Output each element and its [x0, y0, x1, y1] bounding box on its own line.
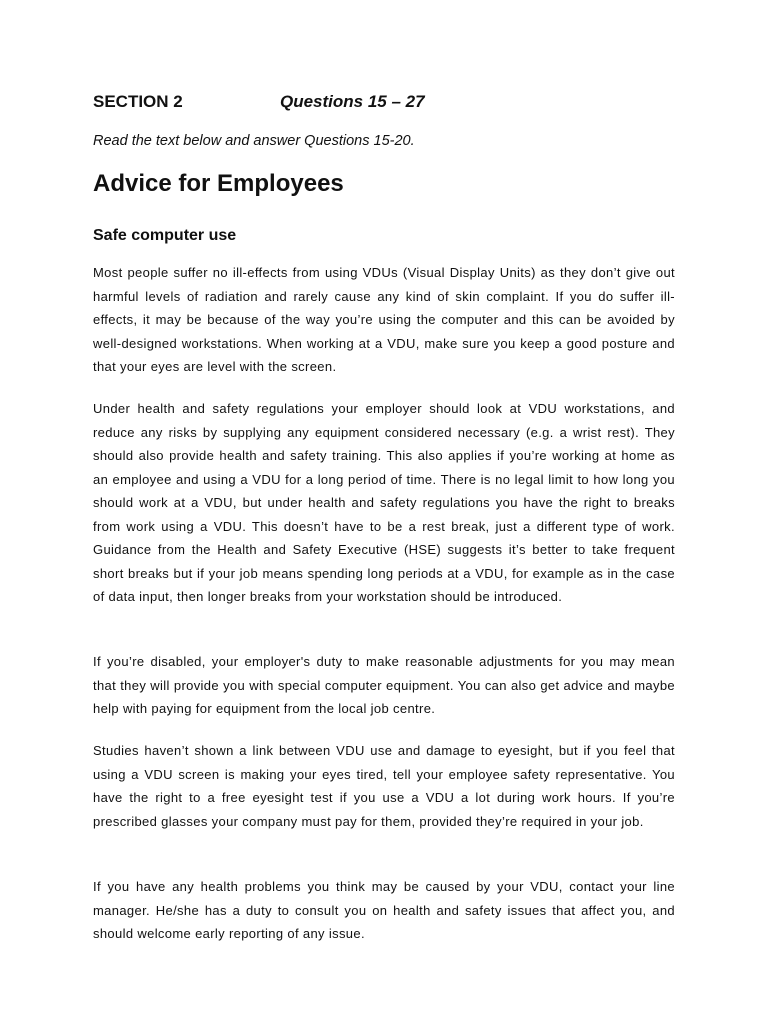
questions-range: Questions 15 – 27 [280, 92, 425, 111]
instruction-text: Read the text below and answer Questions 15-20. [93, 133, 415, 149]
section-subheading: Safe computer use [93, 227, 237, 244]
paragraph-4: Studies haven’t shown a link between VDU use and damage to eyesight, but if you feel that using a VDU screen is making your eyes tired, tell your employee safety representative. You have the right to a free eyesight test if you use a VDU a lot during work hours. If you’re prescribed glasses your company must pay for them, provided they’re required in your job. [93, 743, 675, 829]
paragraph-3: If you’re disabled, your employer's duty to make reasonable adjustments for you may mean that they will provide you with special computer equipment. You can also get advice and maybe help with paying for equipment from the local job centre. [93, 654, 675, 716]
paragraph-5: If you have any health problems you think may be caused by your VDU, contact your line manager. He/she has a duty to consult you on health and safety issues that affect you, and should welcome early reporting of any issue. [93, 879, 675, 941]
paragraph-2: Under health and safety regulations your employer should look at VDU workstations, and reduce any risks by supplying any equipment considered necessary (e.g. a wrist rest). They should also provide health and safety training. This also applies if you’re working at home as an employee and using a VDU for a long period of time. There is no legal limit to how long you should work at a VDU, but under health and safety regulations you have the right to breaks from work using a VDU. This doesn’t have to be a rest break, just a different type of work. Guidance from the Health and Safety Executive (HSE) suggests it’s better to take frequent short breaks but if your job means spending long periods at a VDU, for example as in the case of data input, then longer breaks from your workstation should be introduced. [93, 401, 675, 604]
paragraph-1: Most people suffer no ill-effects from using VDUs (Visual Display Units) as they don’t give out harmful levels of radiation and rarely cause any kind of skin complaint. If you do suffer ill-effects, it may be because of the way you’re using the computer and this can be avoided by well-designed workstations. When working at a VDU, make sure you keep a good posture and that your eyes are level with the screen. [93, 265, 675, 374]
section-label: SECTION 2 [93, 92, 183, 111]
section-header [93, 92, 693, 116]
document-title: Advice for Employees [93, 170, 344, 197]
